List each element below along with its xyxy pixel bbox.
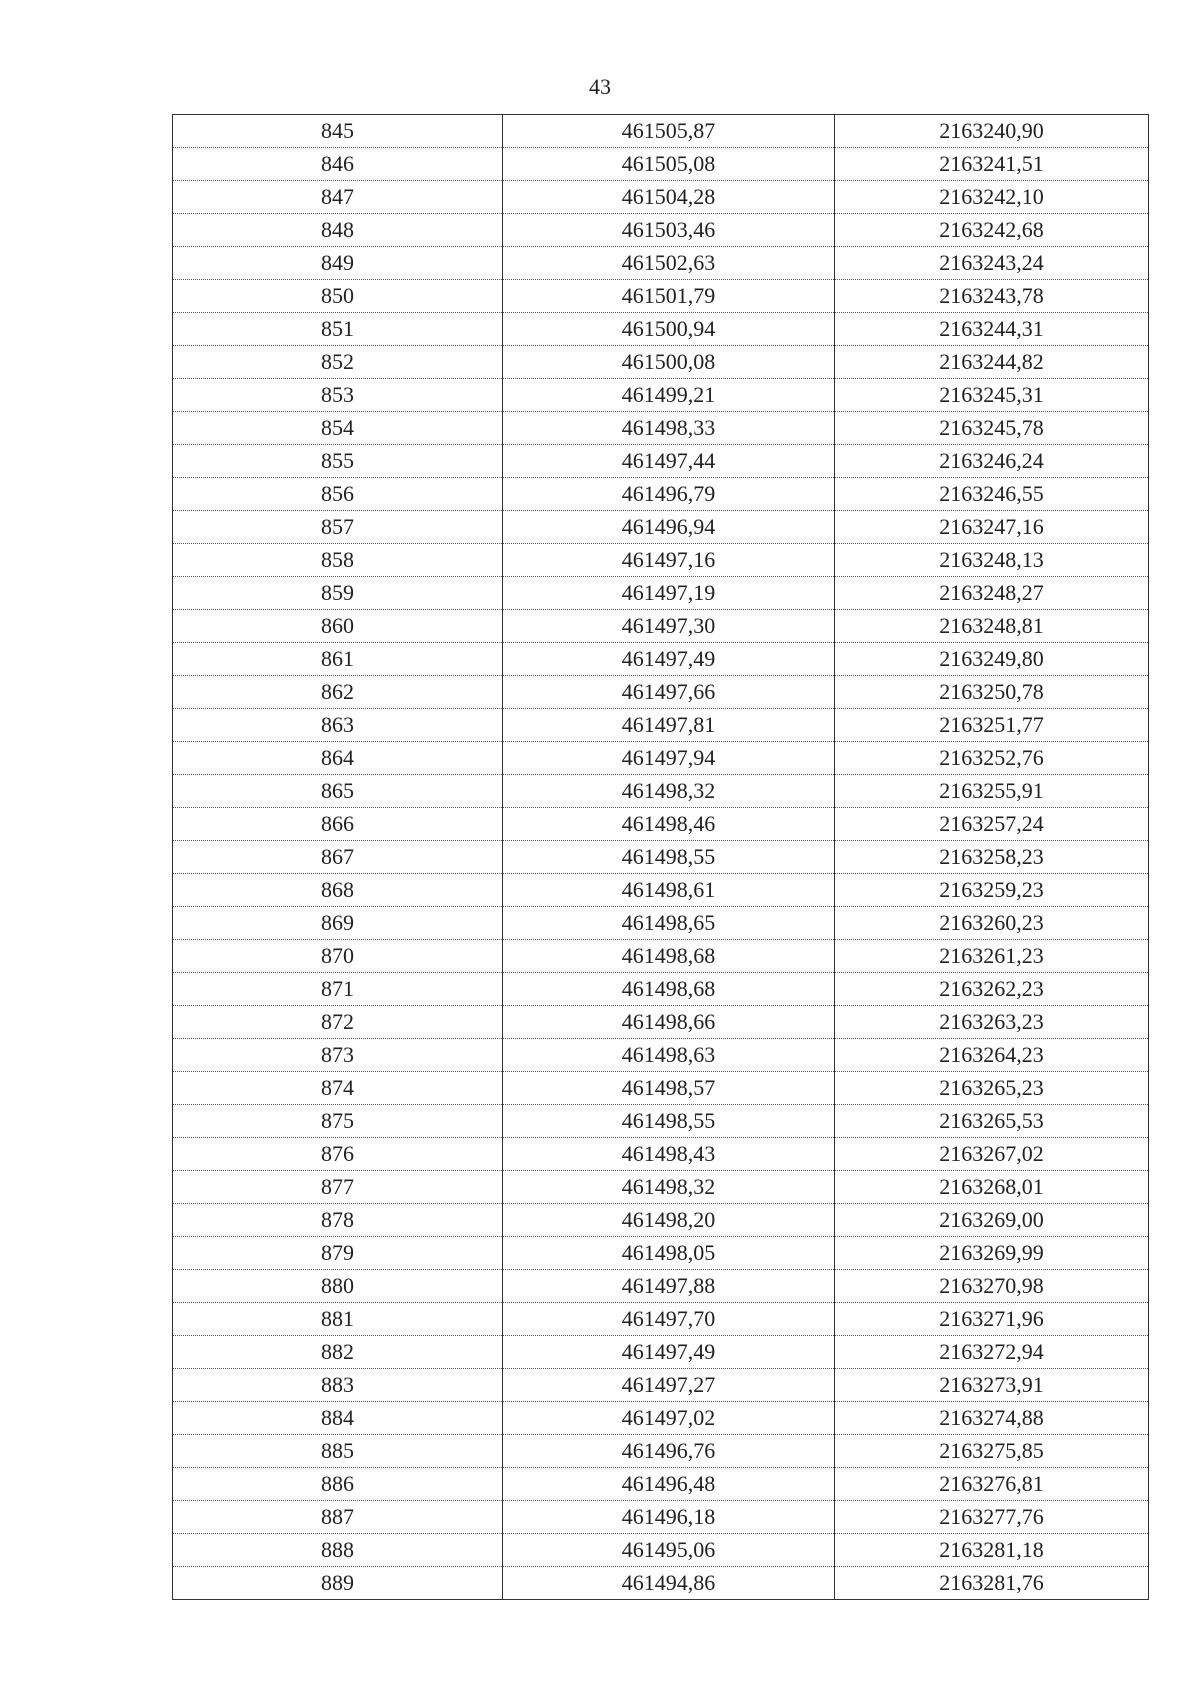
y-coordinate-cell: 2163281,18 <box>835 1534 1149 1567</box>
point-number-cell: 869 <box>173 907 503 940</box>
y-coordinate-cell: 2163275,85 <box>835 1435 1149 1468</box>
x-coordinate-cell: 461496,79 <box>503 478 835 511</box>
y-coordinate-cell: 2163246,55 <box>835 478 1149 511</box>
y-coordinate-cell: 2163269,99 <box>835 1237 1149 1270</box>
y-coordinate-cell: 2163248,81 <box>835 610 1149 643</box>
table-row <box>173 577 1149 610</box>
y-coordinate-cell: 2163268,01 <box>835 1171 1149 1204</box>
table-row <box>173 1039 1149 1072</box>
point-number-cell: 883 <box>173 1369 503 1402</box>
table-row <box>173 742 1149 775</box>
point-number-cell: 876 <box>173 1138 503 1171</box>
y-coordinate-cell: 2163255,91 <box>835 775 1149 808</box>
x-coordinate-cell: 461497,66 <box>503 676 835 709</box>
x-coordinate-cell: 461498,63 <box>503 1039 835 1072</box>
x-coordinate-cell: 461498,20 <box>503 1204 835 1237</box>
table-row <box>173 1303 1149 1336</box>
point-number-cell: 871 <box>173 973 503 1006</box>
point-number-cell: 863 <box>173 709 503 742</box>
y-coordinate-cell: 2163240,90 <box>835 115 1149 148</box>
table-row <box>173 214 1149 247</box>
table-row <box>173 313 1149 346</box>
table-row <box>173 1237 1149 1270</box>
table-row <box>173 1336 1149 1369</box>
table-row <box>173 643 1149 676</box>
x-coordinate-cell: 461498,05 <box>503 1237 835 1270</box>
y-coordinate-cell: 2163262,23 <box>835 973 1149 1006</box>
point-number-cell: 886 <box>173 1468 503 1501</box>
x-coordinate-cell: 461501,79 <box>503 280 835 313</box>
x-coordinate-cell: 461498,55 <box>503 1105 835 1138</box>
y-coordinate-cell: 2163246,24 <box>835 445 1149 478</box>
table-row <box>173 874 1149 907</box>
point-number-cell: 868 <box>173 874 503 907</box>
x-coordinate-cell: 461498,43 <box>503 1138 835 1171</box>
table-row <box>173 1435 1149 1468</box>
y-coordinate-cell: 2163277,76 <box>835 1501 1149 1534</box>
point-number-cell: 874 <box>173 1072 503 1105</box>
point-number-cell: 855 <box>173 445 503 478</box>
x-coordinate-cell: 461498,68 <box>503 973 835 1006</box>
point-number-cell: 851 <box>173 313 503 346</box>
point-number-cell: 864 <box>173 742 503 775</box>
point-number-cell: 882 <box>173 1336 503 1369</box>
y-coordinate-cell: 2163264,23 <box>835 1039 1149 1072</box>
point-number-cell: 880 <box>173 1270 503 1303</box>
y-coordinate-cell: 2163250,78 <box>835 676 1149 709</box>
x-coordinate-cell: 461497,02 <box>503 1402 835 1435</box>
point-number-cell: 862 <box>173 676 503 709</box>
x-coordinate-cell: 461505,87 <box>503 115 835 148</box>
point-number-cell: 858 <box>173 544 503 577</box>
point-number-cell: 847 <box>173 181 503 214</box>
point-number-cell: 887 <box>173 1501 503 1534</box>
y-coordinate-cell: 2163261,23 <box>835 940 1149 973</box>
x-coordinate-cell: 461504,28 <box>503 181 835 214</box>
x-coordinate-cell: 461499,21 <box>503 379 835 412</box>
table-row <box>173 709 1149 742</box>
y-coordinate-cell: 2163265,23 <box>835 1072 1149 1105</box>
table-row <box>173 1006 1149 1039</box>
x-coordinate-cell: 461497,88 <box>503 1270 835 1303</box>
y-coordinate-cell: 2163257,24 <box>835 808 1149 841</box>
x-coordinate-cell: 461497,44 <box>503 445 835 478</box>
table-row <box>173 445 1149 478</box>
x-coordinate-cell: 461494,86 <box>503 1567 835 1600</box>
point-number-cell: 867 <box>173 841 503 874</box>
x-coordinate-cell: 461497,81 <box>503 709 835 742</box>
point-number-cell: 848 <box>173 214 503 247</box>
x-coordinate-cell: 461502,63 <box>503 247 835 280</box>
table-row <box>173 775 1149 808</box>
y-coordinate-cell: 2163248,27 <box>835 577 1149 610</box>
point-number-cell: 875 <box>173 1105 503 1138</box>
x-coordinate-cell: 461498,68 <box>503 940 835 973</box>
x-coordinate-cell: 461498,32 <box>503 775 835 808</box>
y-coordinate-cell: 2163273,91 <box>835 1369 1149 1402</box>
x-coordinate-cell: 461496,76 <box>503 1435 835 1468</box>
x-coordinate-cell: 461498,65 <box>503 907 835 940</box>
table-row <box>173 1501 1149 1534</box>
point-number-cell: 866 <box>173 808 503 841</box>
point-number-cell: 853 <box>173 379 503 412</box>
point-number-cell: 845 <box>173 115 503 148</box>
y-coordinate-cell: 2163243,78 <box>835 280 1149 313</box>
table-row <box>173 907 1149 940</box>
point-number-cell: 885 <box>173 1435 503 1468</box>
y-coordinate-cell: 2163265,53 <box>835 1105 1149 1138</box>
page-number: 43 <box>589 74 611 99</box>
x-coordinate-cell: 461498,66 <box>503 1006 835 1039</box>
y-coordinate-cell: 2163271,96 <box>835 1303 1149 1336</box>
table-row <box>173 181 1149 214</box>
y-coordinate-cell: 2163272,94 <box>835 1336 1149 1369</box>
y-coordinate-cell: 2163244,82 <box>835 346 1149 379</box>
x-coordinate-cell: 461498,57 <box>503 1072 835 1105</box>
y-coordinate-cell: 2163249,80 <box>835 643 1149 676</box>
y-coordinate-cell: 2163260,23 <box>835 907 1149 940</box>
point-number-cell: 849 <box>173 247 503 280</box>
y-coordinate-cell: 2163248,13 <box>835 544 1149 577</box>
point-number-cell: 878 <box>173 1204 503 1237</box>
table-row <box>173 610 1149 643</box>
y-coordinate-cell: 2163267,02 <box>835 1138 1149 1171</box>
point-number-cell: 872 <box>173 1006 503 1039</box>
point-number-cell: 888 <box>173 1534 503 1567</box>
table-row <box>173 1171 1149 1204</box>
point-number-cell: 881 <box>173 1303 503 1336</box>
x-coordinate-cell: 461497,30 <box>503 610 835 643</box>
x-coordinate-cell: 461497,19 <box>503 577 835 610</box>
coordinates-table-body <box>173 115 1149 1600</box>
x-coordinate-cell: 461497,49 <box>503 1336 835 1369</box>
point-number-cell: 884 <box>173 1402 503 1435</box>
y-coordinate-cell: 2163242,10 <box>835 181 1149 214</box>
table-row <box>173 544 1149 577</box>
y-coordinate-cell: 2163244,31 <box>835 313 1149 346</box>
x-coordinate-cell: 461498,55 <box>503 841 835 874</box>
table-row <box>173 379 1149 412</box>
table-row <box>173 1369 1149 1402</box>
table-row <box>173 346 1149 379</box>
table-row <box>173 412 1149 445</box>
x-coordinate-cell: 461497,27 <box>503 1369 835 1402</box>
table-row <box>173 676 1149 709</box>
x-coordinate-cell: 461498,61 <box>503 874 835 907</box>
y-coordinate-cell: 2163274,88 <box>835 1402 1149 1435</box>
point-number-cell: 857 <box>173 511 503 544</box>
table-row <box>173 841 1149 874</box>
x-coordinate-cell: 461497,49 <box>503 643 835 676</box>
table-row <box>173 940 1149 973</box>
x-coordinate-cell: 461497,70 <box>503 1303 835 1336</box>
table-row <box>173 1105 1149 1138</box>
y-coordinate-cell: 2163252,76 <box>835 742 1149 775</box>
x-coordinate-cell: 461497,16 <box>503 544 835 577</box>
table-row <box>173 973 1149 1006</box>
x-coordinate-cell: 461496,94 <box>503 511 835 544</box>
x-coordinate-cell: 461495,06 <box>503 1534 835 1567</box>
table-row <box>173 280 1149 313</box>
coordinates-table <box>172 114 1149 1600</box>
table-row <box>173 511 1149 544</box>
point-number-cell: 877 <box>173 1171 503 1204</box>
table-row <box>173 1270 1149 1303</box>
table-row <box>173 1468 1149 1501</box>
point-number-cell: 870 <box>173 940 503 973</box>
x-coordinate-cell: 461500,08 <box>503 346 835 379</box>
point-number-cell: 846 <box>173 148 503 181</box>
x-coordinate-cell: 461498,32 <box>503 1171 835 1204</box>
y-coordinate-cell: 2163263,23 <box>835 1006 1149 1039</box>
point-number-cell: 859 <box>173 577 503 610</box>
point-number-cell: 889 <box>173 1567 503 1600</box>
table-row <box>173 1567 1149 1600</box>
point-number-cell: 873 <box>173 1039 503 1072</box>
point-number-cell: 856 <box>173 478 503 511</box>
point-number-cell: 879 <box>173 1237 503 1270</box>
y-coordinate-cell: 2163276,81 <box>835 1468 1149 1501</box>
point-number-cell: 860 <box>173 610 503 643</box>
point-number-cell: 852 <box>173 346 503 379</box>
table-row <box>173 1204 1149 1237</box>
table-row <box>173 478 1149 511</box>
table-row <box>173 1402 1149 1435</box>
y-coordinate-cell: 2163259,23 <box>835 874 1149 907</box>
y-coordinate-cell: 2163247,16 <box>835 511 1149 544</box>
x-coordinate-cell: 461500,94 <box>503 313 835 346</box>
point-number-cell: 854 <box>173 412 503 445</box>
y-coordinate-cell: 2163251,77 <box>835 709 1149 742</box>
y-coordinate-cell: 2163281,76 <box>835 1567 1149 1600</box>
x-coordinate-cell: 461503,46 <box>503 214 835 247</box>
y-coordinate-cell: 2163270,98 <box>835 1270 1149 1303</box>
table-row <box>173 1072 1149 1105</box>
y-coordinate-cell: 2163245,31 <box>835 379 1149 412</box>
table-row <box>173 808 1149 841</box>
x-coordinate-cell: 461498,33 <box>503 412 835 445</box>
table-row <box>173 247 1149 280</box>
x-coordinate-cell: 461496,48 <box>503 1468 835 1501</box>
y-coordinate-cell: 2163258,23 <box>835 841 1149 874</box>
table-row <box>173 115 1149 148</box>
x-coordinate-cell: 461496,18 <box>503 1501 835 1534</box>
y-coordinate-cell: 2163245,78 <box>835 412 1149 445</box>
x-coordinate-cell: 461505,08 <box>503 148 835 181</box>
y-coordinate-cell: 2163241,51 <box>835 148 1149 181</box>
table-row <box>173 1138 1149 1171</box>
x-coordinate-cell: 461498,46 <box>503 808 835 841</box>
point-number-cell: 861 <box>173 643 503 676</box>
y-coordinate-cell: 2163269,00 <box>835 1204 1149 1237</box>
point-number-cell: 850 <box>173 280 503 313</box>
point-number-cell: 865 <box>173 775 503 808</box>
table-row <box>173 148 1149 181</box>
y-coordinate-cell: 2163243,24 <box>835 247 1149 280</box>
x-coordinate-cell: 461497,94 <box>503 742 835 775</box>
table-row <box>173 1534 1149 1567</box>
y-coordinate-cell: 2163242,68 <box>835 214 1149 247</box>
